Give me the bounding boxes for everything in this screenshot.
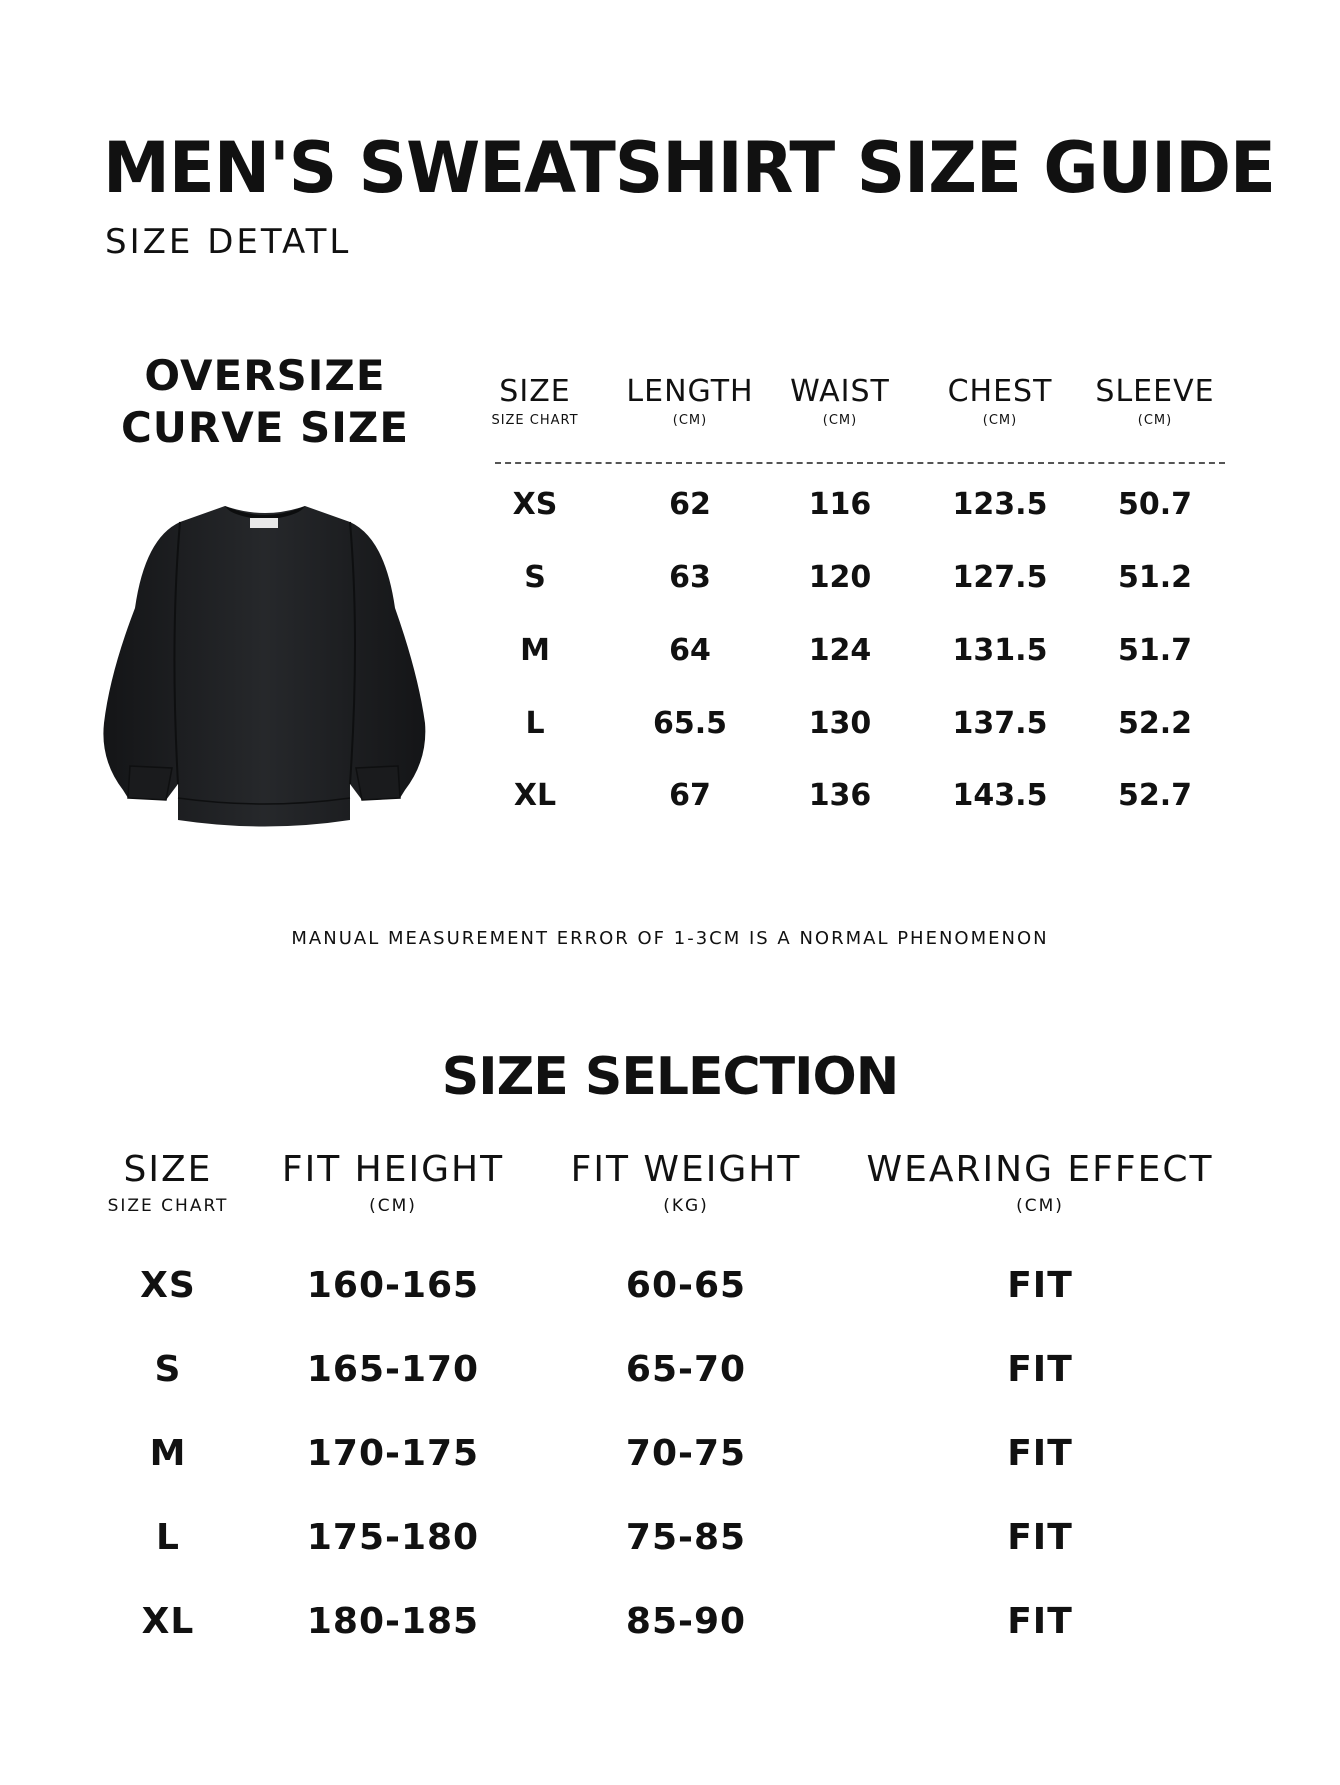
page-title: MEN'S SWEATSHIRT SIZE GUIDE [103,127,1275,209]
selection-table-cell: 180-185 [306,1601,480,1642]
selection-table-cell: 175-180 [306,1517,480,1558]
selection-table-cell: 165-170 [306,1349,480,1390]
selection-table-cell: FIT [1007,1601,1073,1642]
detail-table-cell: 131.5 [952,633,1048,668]
fit-type-label-line2: CURVE SIZE [120,403,410,452]
selection-table-cell: 170-175 [306,1433,480,1474]
selection-table-cell: XL [141,1601,195,1642]
detail-header-label: SIZE [499,374,571,409]
detail-table-cell: 52.2 [1117,706,1193,741]
selection-table-cell: XS [140,1265,196,1306]
detail-table-cell: 116 [808,487,872,522]
detail-table-cell: 136 [808,778,872,813]
detail-header-cell [460,372,610,430]
sweatshirt-icon [100,498,430,833]
detail-table-cell: 67 [669,778,711,813]
selection-header-cell [68,1146,268,1218]
section-title: SIZE SELECTION [441,1047,899,1107]
detail-table-cell: 51.2 [1117,560,1193,595]
selection-table-cell: 60-65 [625,1265,747,1306]
detail-table-cell: 124 [808,633,872,668]
selection-table-cell: S [154,1349,182,1390]
detail-table-cell: 63 [669,560,711,595]
selection-table-cell: L [156,1517,180,1558]
detail-table-cell: XL [513,778,557,813]
detail-header-unit: (CM) [822,413,858,428]
selection-header-cell [536,1146,836,1218]
page-subtitle: SIZE DETATL [105,222,352,262]
detail-table-cell: S [524,560,546,595]
selection-header-label: FIT HEIGHT [281,1149,505,1190]
detail-table-cell: 137.5 [952,706,1048,741]
table-divider [495,462,1225,464]
detail-header-unit: (CM) [1137,413,1173,428]
detail-table-cell: 51.7 [1117,633,1193,668]
measurement-note: MANUAL MEASUREMENT ERROR OF 1-3CM IS A NORMAL PHENOMENON [291,928,1049,949]
detail-table-cell: M [520,633,550,668]
detail-header-label: CHEST [947,374,1053,409]
detail-table-cell: 123.5 [952,487,1048,522]
selection-header-label: SIZE [123,1149,213,1190]
detail-table-cell: 65.5 [652,706,728,741]
detail-header-cell [615,372,765,430]
fit-type-label [100,350,430,454]
detail-header-unit: (CM) [982,413,1018,428]
detail-table-cell: 52.7 [1117,778,1193,813]
selection-table-cell: 75-85 [625,1517,747,1558]
selection-table-cell: FIT [1007,1517,1073,1558]
selection-table-cell: FIT [1007,1265,1073,1306]
selection-header-unit: SIZE CHART [107,1196,229,1216]
detail-header-cell [925,372,1075,430]
selection-header-cell [830,1146,1250,1218]
detail-header-unit: (CM) [672,413,708,428]
selection-header-label: WEARING EFFECT [866,1149,1214,1190]
detail-table-cell: 120 [808,560,872,595]
selection-header-unit: (CM) [1016,1196,1064,1216]
detail-header-label: LENGTH [626,374,754,409]
detail-table-cell: 130 [808,706,872,741]
selection-header-unit: (KG) [663,1196,709,1216]
selection-table-cell: 70-75 [625,1433,747,1474]
selection-header-unit: (CM) [369,1196,417,1216]
detail-table-cell: 127.5 [952,560,1048,595]
detail-header-label: WAIST [790,374,890,409]
detail-table-cell: 143.5 [952,778,1048,813]
detail-table-cell: 62 [669,487,711,522]
selection-table-cell: FIT [1007,1349,1073,1390]
selection-table-cell: M [149,1433,187,1474]
detail-table-cell: 64 [669,633,711,668]
selection-table-cell: FIT [1007,1433,1073,1474]
detail-header-label: SLEEVE [1095,374,1215,409]
selection-table-cell: 85-90 [625,1601,747,1642]
detail-table-cell: XS [512,487,558,522]
selection-header-cell [243,1146,543,1218]
detail-table-cell: L [525,706,545,741]
fit-type-label-line1: OVERSIZE [144,351,386,400]
detail-table-cell: 50.7 [1117,487,1193,522]
detail-header-unit: SIZE CHART [491,413,579,428]
selection-table-cell: 65-70 [625,1349,747,1390]
detail-header-cell [765,372,915,430]
detail-header-cell [1080,372,1230,430]
selection-header-label: FIT WEIGHT [570,1149,802,1190]
selection-table-cell: 160-165 [306,1265,480,1306]
